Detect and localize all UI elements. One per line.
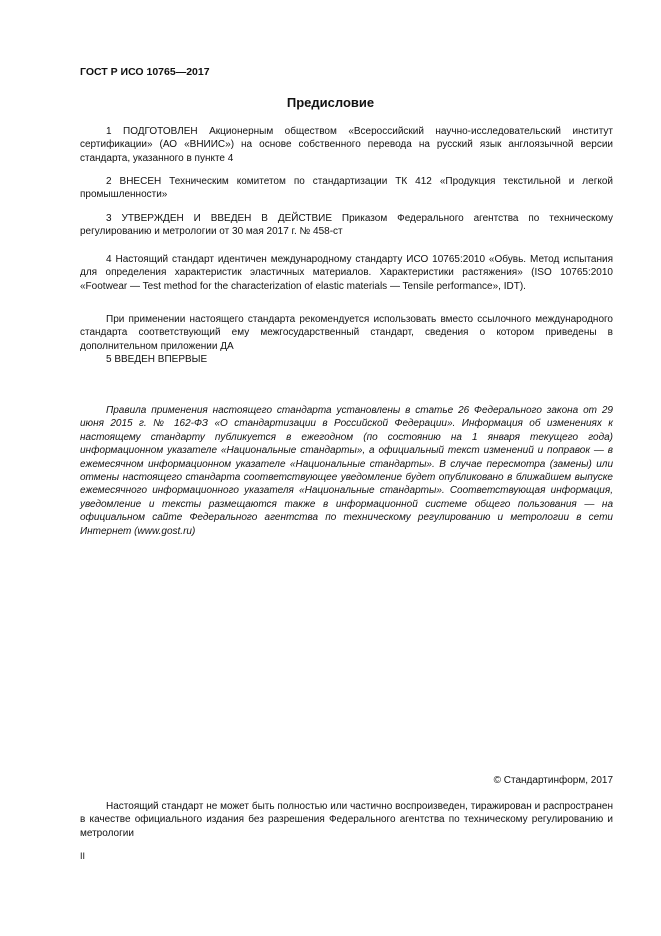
copyright: © Стандартинформ, 2017	[493, 775, 613, 786]
legal-notice: Правила применения настоящего стандарта установлены в статье 26 Федерального закона от 29 июня 2015 г. № 162-ФЗ «О стандартизации в Российской Федерации». Информация об изменениях к настоящему стандарту публикуется в ежегодном (по состоянию на 1 января текущего года) информационном указателе «Национальные стандарты», а официальный текст изменений и поправок — в ежемесячном информационном указателе «Национальные стандарты». В случае пересмотра (замены) или отмены настоящего стандарта соответствующее уведомление будет опубликовано в ближайшем выпуске ежемесячного информационного указателя «Национальные стандарты». Соответствующая информация, уведомление и тексты размещаются также в информационной системе общего пользования — на официальном сайте Федерального агентства по техническому регулированию и метрологии в сети Интернет (www.gost.ru)	[80, 405, 613, 537]
paragraph-4-note: При применении настоящего стандарта рекомендуется использовать вместо ссылочного международного стандарта соответствующий ему межгосударственный стандарт, сведения о котором приведены в дополнительном приложении ДА	[80, 314, 613, 352]
reproduction-notice: Настоящий стандарт не может быть полностью или частично воспроизведен, тиражирован и распространен в качестве официального издания без разрешения Федерального агентства по техническому регулированию и метрологии	[80, 801, 613, 839]
document-header: ГОСТ Р ИСО 10765—2017	[80, 66, 210, 78]
paragraph-3: 3 УТВЕРЖДЕН И ВВЕДЕН В ДЕЙСТВИЕ Приказом Федерального агентства по техническому регулированию и метрологии от 30 мая 2017 г. № 458-ст	[80, 213, 613, 238]
paragraph-1: 1 ПОДГОТОВЛЕН Акционерным обществом «Всероссийский научно-исследовательский институт сертификации» (АО «ВНИИС») на основе собственного перевода на русский язык англоязычной версии стандарта, указанного в пункте 4	[80, 126, 613, 164]
page-title: Предисловие	[286, 95, 375, 110]
paragraph-4: 4 Настоящий стандарт идентичен международному стандарту ИСО 10765:2010 «Обувь. Метод испытания для определения характеристик эластичных материалов. Характеристики растяжения» (ISO 10765:2010 «Footwear — Test method for the characterization of elastic materials — Tensile performance», IDT).	[80, 254, 613, 292]
paragraph-5: 5 ВВЕДЕН ВПЕРВЫЕ	[106, 354, 208, 365]
paragraph-2: 2 ВНЕСЕН Техническим комитетом по стандартизации ТК 412 «Продукция текстильной и легкой промышленности»	[80, 176, 613, 201]
page-number: II	[80, 851, 86, 861]
